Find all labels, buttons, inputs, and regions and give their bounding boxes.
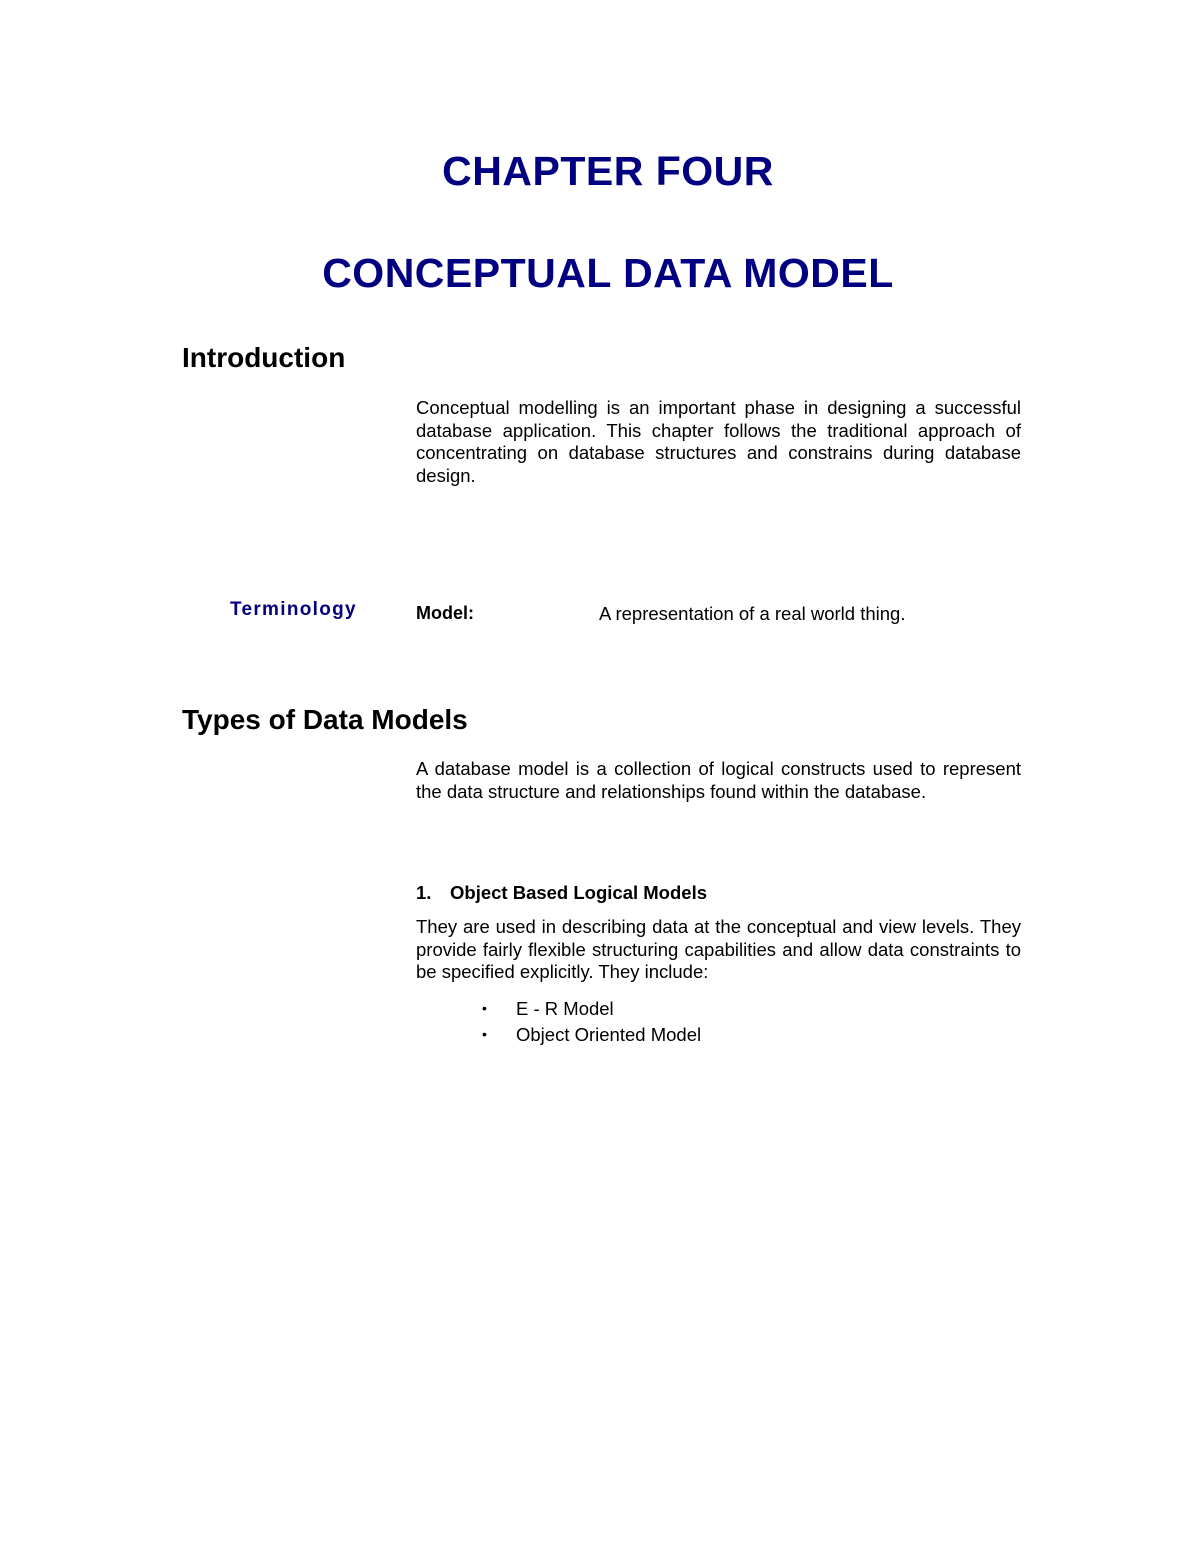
list-item-text: E - R Model xyxy=(516,998,614,1019)
list-item xyxy=(482,996,701,1022)
list-item xyxy=(482,1022,701,1048)
chapter-subtitle: CONCEPTUAL DATA MODEL xyxy=(322,250,894,296)
term-definition: A representation of a real world thing. xyxy=(599,603,906,624)
terminology-label: Terminology xyxy=(230,599,357,620)
types-heading: Types of Data Models xyxy=(182,704,468,735)
subsection-heading xyxy=(416,882,707,904)
model-list xyxy=(482,996,701,1047)
list-item-text: Object Oriented Model xyxy=(516,1023,702,1045)
bullet-icon: • xyxy=(482,1000,487,1016)
introduction-paragraph: Conceptual modelling is an important phase in designing a successful database application. This chapter follows the traditional approach of concentrating on database structures and constrains during database design. xyxy=(416,397,1021,487)
bullet-icon: • xyxy=(482,1025,487,1042)
chapter-title: CHAPTER FOUR xyxy=(442,148,774,194)
term-name: Model: xyxy=(416,603,474,623)
subsection-title: Object Based Logical Models xyxy=(450,882,708,903)
subsection-number: 1. xyxy=(416,882,432,903)
introduction-heading: Introduction xyxy=(182,342,346,373)
subsection-paragraph: They are used in describing data at the conceptual and view levels. They provide fairly flexible structuring capabilities and allow data constraints to be specified explicitly. They include: xyxy=(416,916,1021,983)
types-paragraph: A database model is a collection of logical constructs used to represent the data structure and relationships found within the database. xyxy=(416,758,1021,802)
